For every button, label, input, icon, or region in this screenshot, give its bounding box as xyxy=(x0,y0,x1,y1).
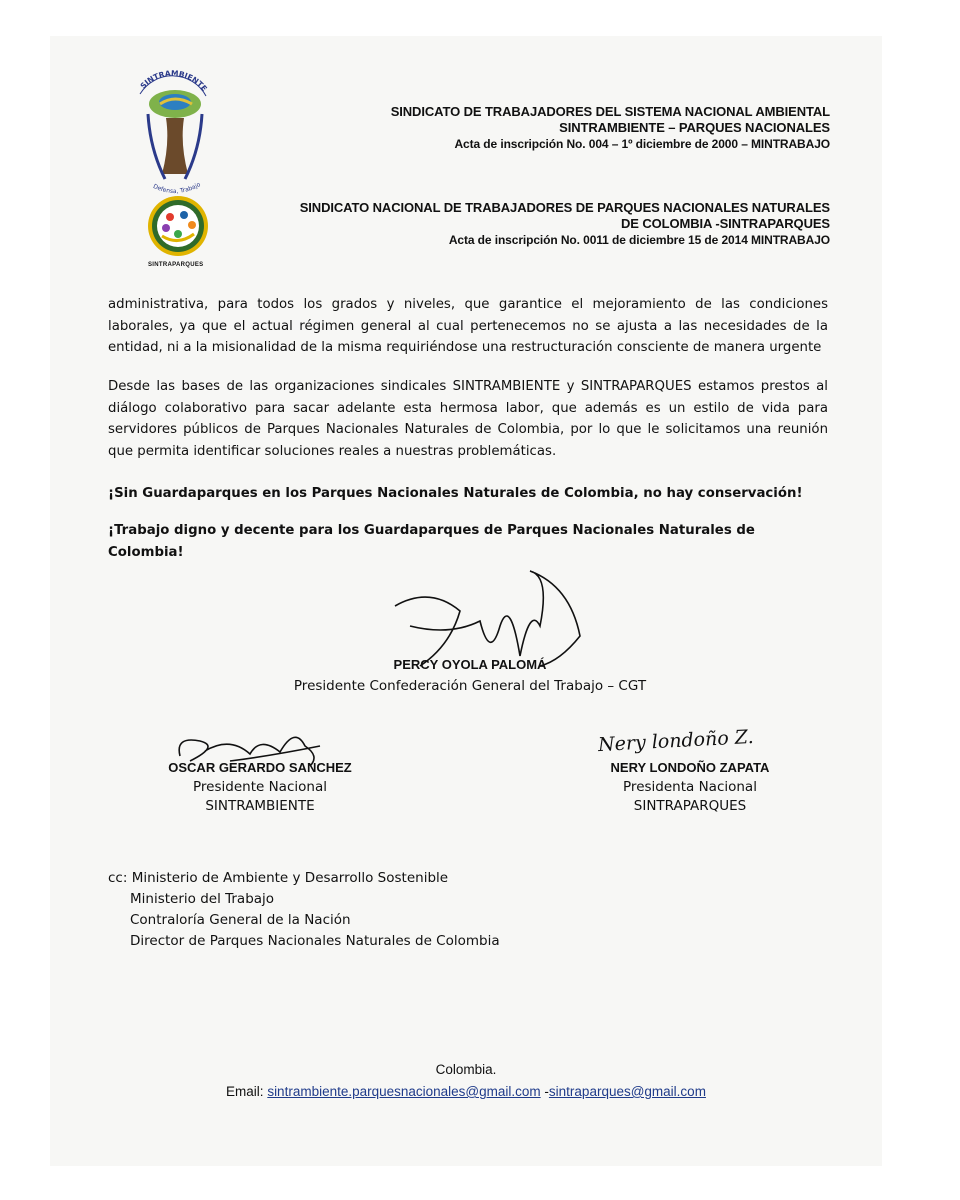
sintraparques-logo xyxy=(140,190,220,272)
sintraparques-handwritten-signature: Nery londoño Z. xyxy=(597,725,755,757)
cgt-title: Presidente Confederación General del Trabajo – CGT xyxy=(293,678,647,694)
cc-prefix: cc: xyxy=(108,870,128,886)
sintraparques-president-title: Presidenta Nacional xyxy=(623,779,757,795)
sintrambiente-header-line3: Acta de inscripción No. 004 – 1º diciembre de 2000 – MINTRABAJO xyxy=(454,137,830,151)
sintraparques-signature-block xyxy=(580,760,800,814)
email-separator: - xyxy=(544,1084,549,1099)
sintrambiente-header xyxy=(270,104,830,152)
svg-text:SINTRAMBIENTE: SINTRAMBIENTE xyxy=(138,68,209,94)
sintraparques-logo-caption: SINTRAPARQUES xyxy=(148,262,204,268)
paragraph-2: Desde las bases de las organizaciones sindicales SINTRAMBIENTE y SINTRAPARQUES estamos prestos al diálogo colaborativo para sacar adelante esta hermosa labor, que además es un estilo de vida para servidores públicos de Parques Nacionales Naturales de Colombia, por lo que le solicitamos una reunión que permita identificar soluciones reales a nuestras problemáticas. xyxy=(108,379,828,459)
cgt-name: PERCY OYOLA PALOMÁ xyxy=(393,657,547,672)
cc-recipient: Contraloría General de la Nación xyxy=(130,912,351,928)
paragraph-1: administrativa, para todos los grados y niveles, que garantice el mejoramiento de las condiciones laborales, ya que el actual régimen general al cual pertenecemos no se ajusta a las necesidades de la entidad, ni a la misionalidad de la misma requiriéndose una restructuración consciente de manera urgente xyxy=(108,297,828,355)
sintrambiente-org: SINTRAMBIENTE xyxy=(205,798,315,814)
slogan-1: ¡Sin Guardaparques en los Parques Nacionales Naturales de Colombia, no hay conservación! xyxy=(108,486,803,501)
cc-block xyxy=(108,868,668,952)
cc-recipient: Ministerio de Ambiente y Desarrollo Sostenible xyxy=(131,870,449,886)
sintrambiente-header-line1: SINDICATO DE TRABAJADORES DEL SISTEMA NACIONAL AMBIENTAL xyxy=(390,104,830,119)
footer-location: Colombia. xyxy=(435,1062,497,1077)
sintrambiente-header-line2: SINTRAMBIENTE – PARQUES NACIONALES xyxy=(559,120,830,135)
letter-page xyxy=(50,36,882,1166)
email-link-sintrambiente[interactable]: sintrambiente.parquesnacionales@gmail.com xyxy=(267,1084,541,1099)
email-label: Email: xyxy=(226,1084,264,1099)
email-link-sintraparques[interactable]: sintraparques@gmail.com xyxy=(548,1084,706,1099)
cc-line-1 xyxy=(108,868,668,889)
sintrambiente-signature-block xyxy=(150,760,370,814)
footer-email-line xyxy=(50,1084,882,1099)
cc-recipient: Ministerio del Trabajo xyxy=(130,891,275,907)
sintraparques-header xyxy=(230,200,830,248)
sintraparques-president-name: NERY LONDOÑO ZAPATA xyxy=(610,760,770,775)
sintrambiente-president-name: OSCAR GERARDO SANCHEZ xyxy=(168,760,352,775)
sintraparques-header-line2: DE COLOMBIA -SINTRAPARQUES xyxy=(620,216,830,231)
sintrambiente-logo xyxy=(128,68,216,209)
slogan-2: ¡Trabajo digno y decente para los Guardaparques de Parques Nacionales Naturales de Colombia! xyxy=(108,523,755,560)
sintraparques-header-line3: Acta de inscripción No. 0011 de diciembre 15 de 2014 MINTRABAJO xyxy=(448,233,830,247)
sintraparques-org: SINTRAPARQUES xyxy=(633,798,747,814)
sintrambiente-president-title: Presidente Nacional xyxy=(193,779,327,795)
sintraparques-header-line1: SINDICATO NACIONAL DE TRABAJADORES DE PARQUES NACIONALES NATURALES xyxy=(299,200,830,215)
svg-text:Defensa, Trabajo y Vida: Defensa, Trabajo y Vida xyxy=(128,69,202,196)
cc-recipient: Director de Parques Nacionales Naturales de Colombia xyxy=(130,933,500,949)
